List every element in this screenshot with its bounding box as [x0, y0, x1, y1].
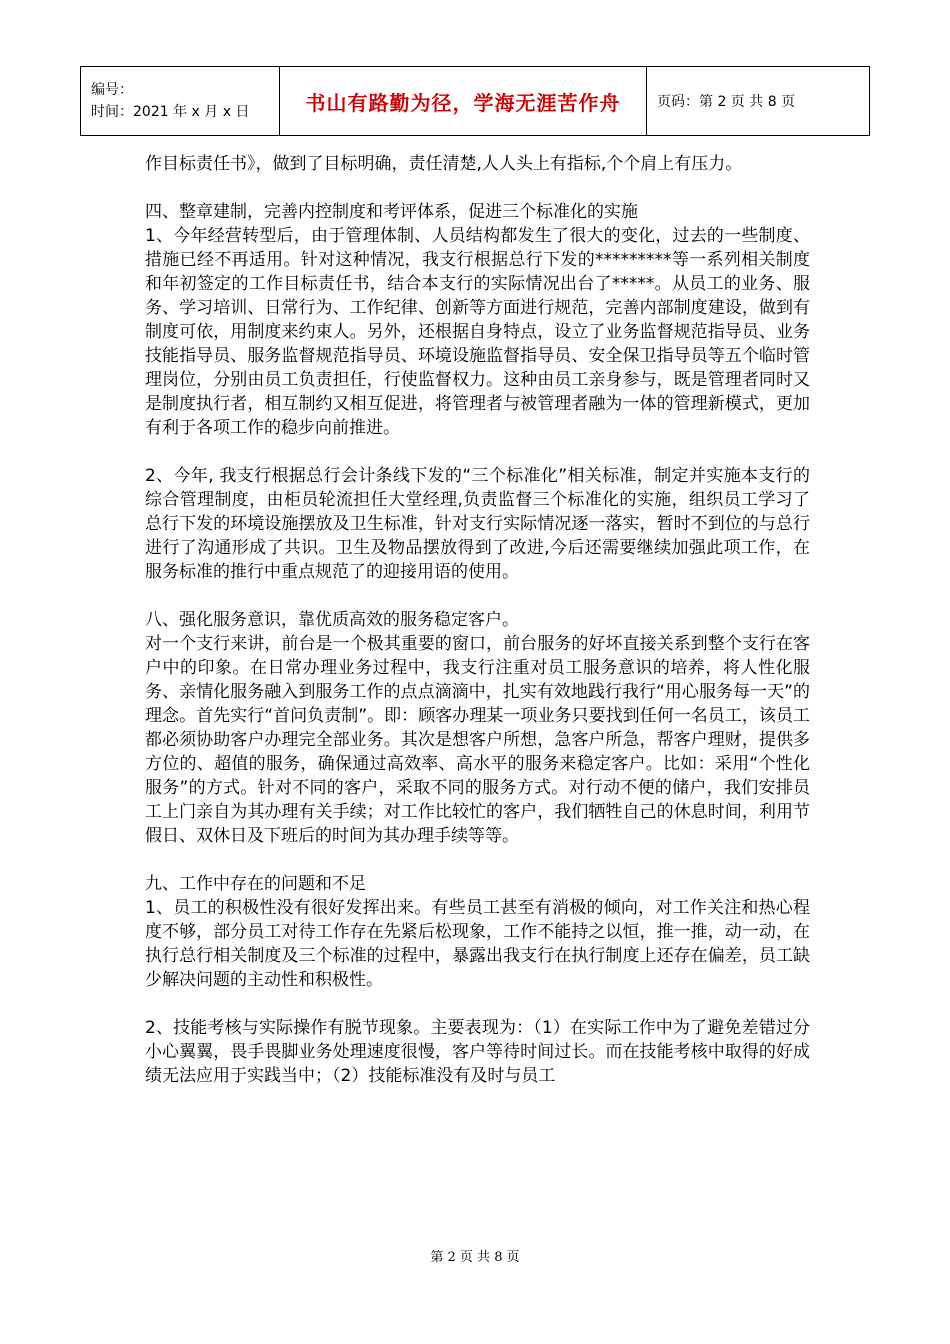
- header-meta: [81, 67, 280, 136]
- paragraph-gap: [145, 848, 810, 872]
- page-footer: 第 2 页 共 8 页: [430, 1250, 520, 1265]
- paragraph: 对一个支行来讲，前台是一个极其重要的窗口，前台服务的好坏直接关系到整个支行在客户中的印象。在日常办理业务过程中，我支行注重对员工服务意识的培养，将人性化服务、亲情化服务融入到服务工作的点点滴滴中，扎实有效地践行我行“用心服务每一天”的理念。首先实行“首问负责制”。即：顾客办理某一项业务只要找到任何一名员工，该员工都必须协助客户办理完全部业务。其次是想客户所想，急客户所急，帮客户理财，提供多方位的、超值的服务，确保通过高效率、高水平的服务来稳定客户。比如：采用“个性化服务”的方式。针对不同的客户，采取不同的服务方式。对行动不便的储户，我们安排员工上门亲自为其办理有关手续；对工作比较忙的客户，我们牺牲自己的休息时间，利用节假日、双休日及下班后的时间为其办理手续等等。: [145, 634, 810, 846]
- section-heading: 九、工作中存在的问题和不足: [145, 874, 366, 894]
- section-heading: 四、整章建制，完善内控制度和考评体系，促进三个标准化的实施: [145, 202, 638, 222]
- section-heading: 八、强化服务意识，靠优质高效的服务稳定客户。: [145, 610, 519, 630]
- paragraph-gap: [145, 176, 810, 200]
- document-number-label: 编号：: [91, 82, 133, 98]
- paragraph: 2、技能考核与实际操作有脱节现象。主要表现为：（1）在实际工作中为了避免差错过分小心翼翼，畏手畏脚业务处理速度很慢，客户等待时间过长。而在技能考核中取得的好成绩无法应用于实践当中；（2）技能标准没有及时与员工: [145, 1018, 810, 1086]
- paragraph: 1、员工的积极性没有很好发挥出来。有些员工甚至有消极的倾向，对工作关注和热心程度不够，部分员工对待工作存在先紧后松现象，工作不能持之以恒，推一推，动一动，在执行总行相关制度及三个标准的过程中，暴露出我支行在执行制度上还存在偏差，员工缺少解决问题的主动性和积极性。: [145, 898, 810, 990]
- document-date: 时间：2021 年 x 月 x 日: [91, 104, 250, 120]
- paragraph-gap: [145, 584, 810, 608]
- page-header: [80, 66, 870, 136]
- paragraph: 1、今年经营转型后，由于管理体制、人员结构都发生了很大的变化，过去的一些制度、措施已经不再适用。针对这种情况，我支行根据总行下发的*********等一系列相关制度和年初签定的工作目标责任书，结合本支行的实际情况出台了*****。从员工的业务、服务、学习培训、日常行为、工作纪律、创新等方面进行规范，完善内部制度建设，做到有制度可依，用制度来约束人。另外，还根据自身特点，设立了业务监督规范指导员、业务技能指导员、服务监督规范指导员、环境设施监督指导员、安全保卫指导员等五个临时管理岗位，分别由员工负责担任，行使监督权力。这种由员工亲身参与，既是管理者同时又是制度执行者，相互制约又相互促进，将管理者与被管理者融为一体的管理新模式，更加有利于各项工作的稳步向前推进。: [145, 226, 810, 438]
- document-body: [145, 152, 810, 1088]
- paragraph: 作目标责任书》，做到了目标明确，责任清楚,人人头上有指标,个个肩上有压力。: [145, 154, 743, 174]
- paragraph: 2、今年, 我支行根据总行会计条线下发的“三个标准化”相关标准，制定并实施本支行的综合管理制度，由柜员轮流担任大堂经理,负责监督三个标准化的实施，组织员工学习了总行下发的环境设施摆放及卫生标准，针对支行实际情况逐一落实，暂时不到位的与总行进行了沟通形成了共识。卫生及物品摆放得到了改进,今后还需要继续加强此项工作，在服务标准的推行中重点规范了的迎接用语的使用。: [145, 466, 810, 582]
- paragraph-gap: [145, 440, 810, 464]
- header-page-info: 页码：第 2 页 共 8 页: [647, 67, 870, 136]
- paragraph-gap: [145, 992, 810, 1016]
- header-slogan: 书山有路勤为径，学海无涯苦作舟: [280, 67, 647, 136]
